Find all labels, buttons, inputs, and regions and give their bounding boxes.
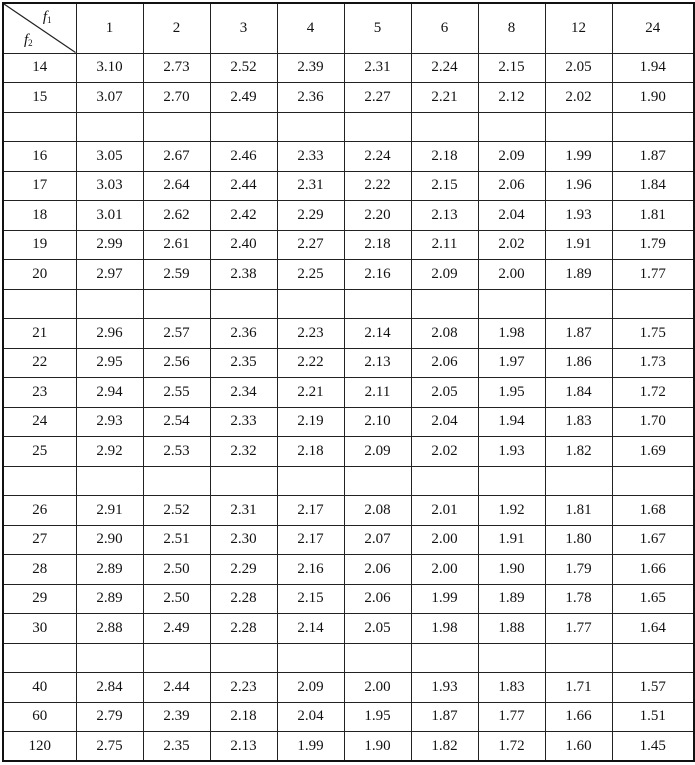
spacer-row	[3, 466, 694, 496]
value-cell: 2.29	[277, 201, 344, 231]
value-cell: 1.98	[411, 614, 478, 644]
corner-diagonal-line	[4, 4, 76, 53]
value-cell	[545, 289, 612, 319]
row-label-cell: 20	[3, 260, 76, 290]
value-cell: 2.14	[344, 319, 411, 349]
value-cell	[76, 112, 143, 142]
value-cell: 2.32	[210, 437, 277, 467]
value-cell	[344, 643, 411, 673]
value-cell: 1.90	[612, 83, 694, 113]
value-cell: 1.79	[612, 230, 694, 260]
value-cell: 2.50	[143, 555, 210, 585]
value-cell: 1.80	[545, 525, 612, 555]
value-cell: 1.87	[612, 142, 694, 172]
value-cell: 2.51	[143, 525, 210, 555]
value-cell	[478, 289, 545, 319]
value-cell: 2.35	[210, 348, 277, 378]
value-cell: 2.00	[411, 525, 478, 555]
value-cell: 2.33	[210, 407, 277, 437]
value-cell: 1.82	[545, 437, 612, 467]
value-cell: 1.90	[344, 732, 411, 762]
value-cell: 2.10	[344, 407, 411, 437]
value-cell: 2.95	[76, 348, 143, 378]
value-cell: 2.08	[344, 496, 411, 526]
row-label-cell: 19	[3, 230, 76, 260]
value-cell: 1.81	[612, 201, 694, 231]
value-cell: 2.59	[143, 260, 210, 290]
table-row	[3, 260, 694, 290]
value-cell: 2.75	[76, 732, 143, 762]
row-label-cell: 29	[3, 584, 76, 614]
value-cell	[76, 643, 143, 673]
value-cell: 2.18	[277, 437, 344, 467]
table-body	[3, 53, 694, 761]
value-cell: 1.75	[612, 319, 694, 349]
value-cell	[545, 112, 612, 142]
table-row	[3, 732, 694, 762]
value-cell: 2.23	[277, 319, 344, 349]
value-cell: 2.20	[344, 201, 411, 231]
value-cell: 1.88	[478, 614, 545, 644]
value-cell: 2.64	[143, 171, 210, 201]
value-cell: 2.27	[344, 83, 411, 113]
value-cell: 1.83	[478, 673, 545, 703]
value-cell: 1.83	[545, 407, 612, 437]
value-cell: 1.89	[545, 260, 612, 290]
value-cell: 2.14	[277, 614, 344, 644]
value-cell: 2.55	[143, 378, 210, 408]
value-cell: 3.05	[76, 142, 143, 172]
value-cell: 2.16	[344, 260, 411, 290]
value-cell	[210, 643, 277, 673]
value-cell: 2.56	[143, 348, 210, 378]
row-label-cell: 16	[3, 142, 76, 172]
value-cell: 2.15	[478, 53, 545, 83]
value-cell: 2.30	[210, 525, 277, 555]
value-cell: 1.99	[545, 142, 612, 172]
value-cell: 1.67	[612, 525, 694, 555]
value-cell: 2.07	[344, 525, 411, 555]
value-cell: 2.39	[143, 702, 210, 732]
value-cell: 1.71	[545, 673, 612, 703]
value-cell: 2.94	[76, 378, 143, 408]
value-cell: 2.36	[277, 83, 344, 113]
value-cell: 1.66	[612, 555, 694, 585]
table-row	[3, 525, 694, 555]
value-cell: 2.17	[277, 496, 344, 526]
value-cell	[545, 643, 612, 673]
value-cell: 2.15	[277, 584, 344, 614]
value-cell: 2.25	[277, 260, 344, 290]
value-cell: 1.65	[612, 584, 694, 614]
row-label-cell: 14	[3, 53, 76, 83]
value-cell	[143, 112, 210, 142]
value-cell: 1.77	[545, 614, 612, 644]
value-cell	[76, 289, 143, 319]
value-cell: 2.99	[76, 230, 143, 260]
value-cell	[277, 643, 344, 673]
value-cell: 1.96	[545, 171, 612, 201]
value-cell: 1.91	[545, 230, 612, 260]
value-cell: 1.77	[478, 702, 545, 732]
value-cell	[411, 466, 478, 496]
table-row	[3, 673, 694, 703]
value-cell: 2.27	[277, 230, 344, 260]
value-cell: 2.46	[210, 142, 277, 172]
value-cell: 2.96	[76, 319, 143, 349]
column-header: 3	[210, 3, 277, 53]
value-cell: 2.49	[210, 83, 277, 113]
value-cell: 1.60	[545, 732, 612, 762]
value-cell: 1.82	[411, 732, 478, 762]
value-cell: 2.89	[76, 555, 143, 585]
value-cell: 2.24	[344, 142, 411, 172]
table-row	[3, 230, 694, 260]
value-cell: 2.06	[478, 171, 545, 201]
value-cell: 1.78	[545, 584, 612, 614]
value-cell: 2.06	[344, 555, 411, 585]
value-cell: 2.49	[143, 614, 210, 644]
value-cell: 2.11	[344, 378, 411, 408]
value-cell	[612, 643, 694, 673]
value-cell: 3.07	[76, 83, 143, 113]
value-cell: 1.79	[545, 555, 612, 585]
row-label-cell	[3, 289, 76, 319]
value-cell: 2.11	[411, 230, 478, 260]
denominator-df-label: $f_2$	[24, 31, 33, 48]
value-cell	[612, 466, 694, 496]
value-cell: 2.89	[76, 584, 143, 614]
value-cell: 2.44	[143, 673, 210, 703]
value-cell	[143, 466, 210, 496]
value-cell: 1.95	[478, 378, 545, 408]
value-cell	[143, 289, 210, 319]
table-row	[3, 437, 694, 467]
column-header: 24	[612, 3, 694, 53]
value-cell: 2.00	[411, 555, 478, 585]
value-cell: 2.13	[411, 201, 478, 231]
value-cell: 2.39	[277, 53, 344, 83]
table-row	[3, 378, 694, 408]
value-cell: 1.45	[612, 732, 694, 762]
value-cell	[612, 112, 694, 142]
row-label-cell: 40	[3, 673, 76, 703]
value-cell: 2.35	[143, 732, 210, 762]
value-cell: 2.61	[143, 230, 210, 260]
value-cell	[612, 289, 694, 319]
table-row	[3, 319, 694, 349]
value-cell: 2.09	[478, 142, 545, 172]
column-header: 4	[277, 3, 344, 53]
value-cell: 2.84	[76, 673, 143, 703]
numerator-df-label: $f_1$	[42, 9, 52, 25]
column-header: 6	[411, 3, 478, 53]
value-cell: 1.51	[612, 702, 694, 732]
value-cell	[210, 466, 277, 496]
spacer-row	[3, 112, 694, 142]
value-cell: 1.90	[478, 555, 545, 585]
value-cell: 2.38	[210, 260, 277, 290]
value-cell: 2.04	[277, 702, 344, 732]
value-cell: 1.81	[545, 496, 612, 526]
value-cell: 1.87	[545, 319, 612, 349]
row-label-cell: 15	[3, 83, 76, 113]
value-cell	[277, 112, 344, 142]
value-cell: 1.99	[411, 584, 478, 614]
value-cell: 2.02	[478, 230, 545, 260]
value-cell	[478, 112, 545, 142]
value-cell: 2.18	[344, 230, 411, 260]
column-header: 12	[545, 3, 612, 53]
value-cell: 2.19	[277, 407, 344, 437]
value-cell: 3.03	[76, 171, 143, 201]
table-row	[3, 53, 694, 83]
value-cell: 2.12	[478, 83, 545, 113]
value-cell	[411, 112, 478, 142]
value-cell: 1.84	[612, 171, 694, 201]
column-header: 8	[478, 3, 545, 53]
value-cell: 2.53	[143, 437, 210, 467]
table-row	[3, 201, 694, 231]
value-cell: 2.21	[411, 83, 478, 113]
value-cell: 1.89	[478, 584, 545, 614]
table-row	[3, 702, 694, 732]
value-cell: 2.52	[143, 496, 210, 526]
value-cell: 2.15	[411, 171, 478, 201]
table-row	[3, 614, 694, 644]
table-row	[3, 407, 694, 437]
value-cell: 2.22	[277, 348, 344, 378]
row-label-cell: 18	[3, 201, 76, 231]
table-row	[3, 142, 694, 172]
value-cell: 2.06	[411, 348, 478, 378]
value-cell: 1.93	[478, 437, 545, 467]
value-cell: 2.92	[76, 437, 143, 467]
value-cell: 2.88	[76, 614, 143, 644]
value-cell: 2.62	[143, 201, 210, 231]
row-label-cell: 60	[3, 702, 76, 732]
table-row	[3, 171, 694, 201]
table-row	[3, 584, 694, 614]
column-header: 1	[76, 3, 143, 53]
value-cell: 1.84	[545, 378, 612, 408]
row-label-cell: 17	[3, 171, 76, 201]
table-row	[3, 496, 694, 526]
value-cell: 2.24	[411, 53, 478, 83]
value-cell: 2.04	[478, 201, 545, 231]
value-cell: 1.66	[545, 702, 612, 732]
value-cell: 2.91	[76, 496, 143, 526]
value-cell: 2.00	[478, 260, 545, 290]
value-cell: 2.54	[143, 407, 210, 437]
value-cell: 1.99	[277, 732, 344, 762]
value-cell: 3.01	[76, 201, 143, 231]
value-cell: 2.02	[545, 83, 612, 113]
value-cell: 2.28	[210, 584, 277, 614]
value-cell: 1.57	[612, 673, 694, 703]
value-cell: 2.06	[344, 584, 411, 614]
value-cell: 2.97	[76, 260, 143, 290]
column-header: 2	[143, 3, 210, 53]
value-cell: 2.57	[143, 319, 210, 349]
value-cell: 2.05	[411, 378, 478, 408]
table-row	[3, 348, 694, 378]
value-cell: 1.94	[612, 53, 694, 83]
f-distribution-table	[2, 2, 695, 762]
value-cell: 3.10	[76, 53, 143, 83]
value-cell: 1.68	[612, 496, 694, 526]
value-cell: 2.31	[277, 171, 344, 201]
value-cell	[478, 466, 545, 496]
value-cell: 1.77	[612, 260, 694, 290]
value-cell: 1.69	[612, 437, 694, 467]
value-cell: 2.18	[411, 142, 478, 172]
row-label-cell	[3, 112, 76, 142]
value-cell: 2.18	[210, 702, 277, 732]
value-cell: 2.33	[277, 142, 344, 172]
row-label-cell: 26	[3, 496, 76, 526]
value-cell: 2.36	[210, 319, 277, 349]
row-label-cell: 24	[3, 407, 76, 437]
value-cell: 2.79	[76, 702, 143, 732]
value-cell: 2.05	[344, 614, 411, 644]
value-cell: 1.70	[612, 407, 694, 437]
value-cell: 2.93	[76, 407, 143, 437]
value-cell: 1.87	[411, 702, 478, 732]
row-label-cell: 120	[3, 732, 76, 762]
row-label-cell	[3, 643, 76, 673]
value-cell: 1.73	[612, 348, 694, 378]
value-cell: 1.97	[478, 348, 545, 378]
value-cell: 2.90	[76, 525, 143, 555]
value-cell: 2.34	[210, 378, 277, 408]
value-cell: 1.93	[545, 201, 612, 231]
value-cell	[210, 289, 277, 319]
value-cell: 1.93	[411, 673, 478, 703]
corner-header-cell	[3, 3, 76, 53]
value-cell: 2.44	[210, 171, 277, 201]
value-cell: 2.17	[277, 525, 344, 555]
value-cell: 2.09	[277, 673, 344, 703]
value-cell: 2.23	[210, 673, 277, 703]
row-label-cell: 22	[3, 348, 76, 378]
value-cell: 2.67	[143, 142, 210, 172]
value-cell: 1.98	[478, 319, 545, 349]
value-cell: 2.16	[277, 555, 344, 585]
header-row	[3, 3, 694, 53]
value-cell: 2.31	[344, 53, 411, 83]
value-cell: 2.05	[545, 53, 612, 83]
value-cell	[344, 466, 411, 496]
value-cell: 2.50	[143, 584, 210, 614]
value-cell: 2.02	[411, 437, 478, 467]
value-cell: 1.86	[545, 348, 612, 378]
value-cell: 2.01	[411, 496, 478, 526]
value-cell: 2.21	[277, 378, 344, 408]
value-cell: 2.31	[210, 496, 277, 526]
column-header: 5	[344, 3, 411, 53]
row-label-cell: 28	[3, 555, 76, 585]
value-cell: 2.09	[411, 260, 478, 290]
value-cell	[277, 289, 344, 319]
value-cell	[143, 643, 210, 673]
value-cell: 1.91	[478, 525, 545, 555]
row-label-cell: 30	[3, 614, 76, 644]
row-label-cell: 21	[3, 319, 76, 349]
value-cell: 1.95	[344, 702, 411, 732]
value-cell: 2.13	[210, 732, 277, 762]
value-cell: 2.29	[210, 555, 277, 585]
spacer-row	[3, 289, 694, 319]
table-row	[3, 555, 694, 585]
value-cell	[210, 112, 277, 142]
value-cell	[344, 112, 411, 142]
table-row	[3, 83, 694, 113]
value-cell: 1.72	[478, 732, 545, 762]
row-label-cell	[3, 466, 76, 496]
value-cell	[478, 643, 545, 673]
value-cell	[411, 643, 478, 673]
value-cell: 1.64	[612, 614, 694, 644]
value-cell: 2.22	[344, 171, 411, 201]
value-cell: 2.08	[411, 319, 478, 349]
value-cell	[277, 466, 344, 496]
value-cell	[411, 289, 478, 319]
value-cell: 2.73	[143, 53, 210, 83]
row-label-cell: 27	[3, 525, 76, 555]
value-cell: 2.04	[411, 407, 478, 437]
value-cell	[344, 289, 411, 319]
value-cell: 2.70	[143, 83, 210, 113]
value-cell: 2.13	[344, 348, 411, 378]
row-label-cell: 25	[3, 437, 76, 467]
value-cell: 2.42	[210, 201, 277, 231]
value-cell: 2.09	[344, 437, 411, 467]
value-cell: 2.40	[210, 230, 277, 260]
value-cell: 2.52	[210, 53, 277, 83]
value-cell	[76, 466, 143, 496]
value-cell: 2.28	[210, 614, 277, 644]
spacer-row	[3, 643, 694, 673]
value-cell: 2.00	[344, 673, 411, 703]
value-cell: 1.94	[478, 407, 545, 437]
row-label-cell: 23	[3, 378, 76, 408]
value-cell	[545, 466, 612, 496]
value-cell: 1.92	[478, 496, 545, 526]
value-cell: 1.72	[612, 378, 694, 408]
